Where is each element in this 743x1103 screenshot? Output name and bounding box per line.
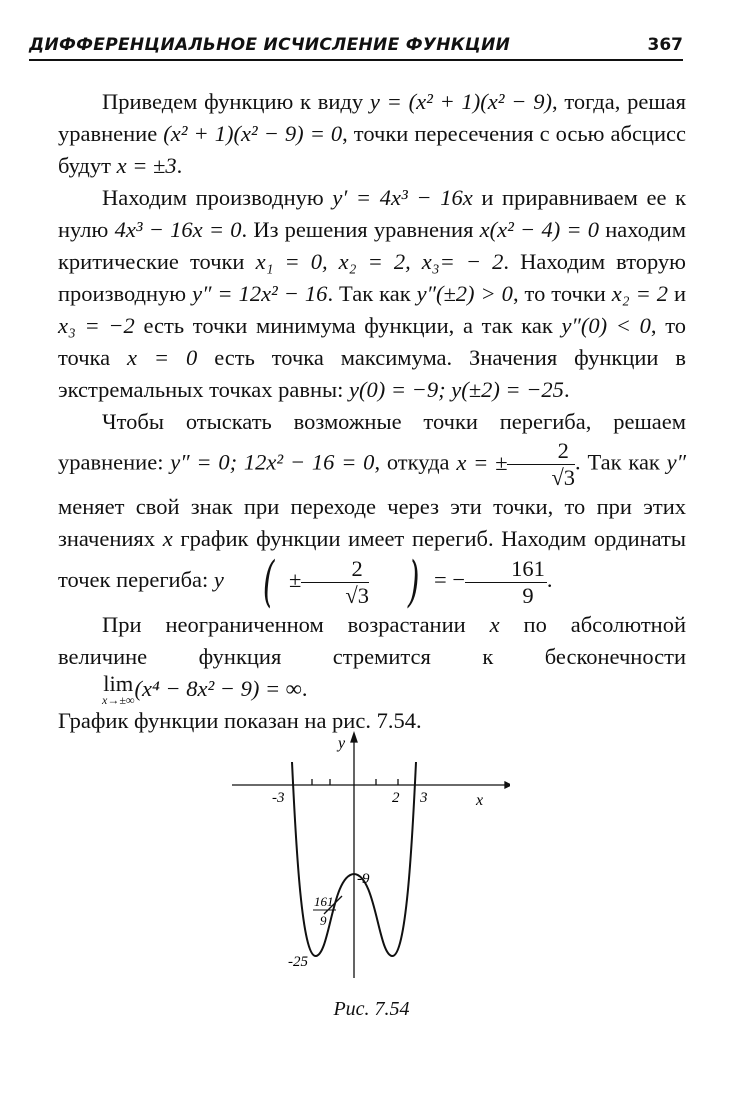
paragraph-4 [58, 609, 686, 705]
x-axis-arrow [505, 782, 510, 788]
paragraph-5: График функции показан на рис. 7.54. [58, 708, 422, 733]
text: по абсолютной величине функция стремится к бесконечности [58, 612, 687, 669]
y-axis-label: y [338, 735, 346, 752]
equation [58, 671, 302, 707]
equation [456, 438, 576, 490]
fraction-numerator: 2 [301, 556, 369, 583]
paren-left: ( [262, 550, 275, 613]
equation: x₁ = 0, x₂ = 2, x₃= − 2 [255, 249, 504, 274]
running-head: ДИФФЕРЕНЦИАЛЬНОЕ ИСЧИСЛЕНИЕ ФУНКЦИИ [29, 35, 511, 55]
limit [58, 673, 134, 705]
equation: y″ [666, 449, 687, 475]
function-graph [230, 728, 510, 1008]
equation: y = (x² + 1)(x² − 9) [369, 89, 552, 114]
limit-expression: (x⁴ − 8x² − 9) = ∞ [134, 676, 302, 701]
text: . [546, 567, 553, 593]
equation: x₂ = 2 [611, 281, 668, 306]
body-text [58, 86, 686, 737]
x-axis-label: x [476, 792, 484, 809]
text: находим критические точки [58, 217, 687, 274]
y-axis-arrow [351, 733, 357, 742]
fraction [465, 556, 547, 609]
equation: x = 0 [127, 345, 198, 370]
text: есть точка максимума. Значения функции в экстремальных точках равны: [58, 345, 687, 402]
paragraph-3 [58, 406, 687, 613]
fraction [301, 556, 369, 609]
text: . [301, 676, 308, 701]
text: . Так как [575, 449, 660, 475]
text: , то точки [512, 281, 606, 306]
text: , откуда [374, 449, 450, 475]
paragraph-2 [58, 182, 686, 406]
value-label-neg9: -9 [357, 871, 370, 887]
variable: x [162, 526, 173, 551]
equation-lhs: x = ± [456, 449, 508, 475]
limit-subscript: x→±∞ [102, 693, 135, 707]
equation: y′ = 4x³ − 16x [332, 185, 473, 210]
text: При неограниченном возрастании [102, 612, 466, 637]
value-label-9: 9 [320, 913, 327, 928]
text: , то точка [58, 313, 686, 370]
fraction-numerator: 161 [465, 556, 547, 583]
equation: x(x² − 4) = 0 [479, 217, 600, 242]
text: Находим производную [102, 185, 324, 210]
fraction [507, 438, 575, 491]
text: меняет свой знак при переходе через эти точки, то при этих значениях [58, 494, 686, 551]
text: Чтобы отыскать возможные точки перегиба, решаем уравнение: [58, 409, 686, 475]
text: и [673, 281, 687, 306]
figure-caption: Рис. 7.54 [333, 998, 410, 1020]
fraction-denominator: 9 [522, 582, 534, 608]
equation: y″ = 12x² − 16 [192, 281, 328, 306]
limit-word: lim [103, 671, 134, 696]
text: , тогда, решая уравнение [58, 89, 686, 146]
equals-minus: = − [434, 567, 466, 593]
paragraph-1 [58, 86, 686, 182]
tick-label-neg3: -3 [272, 790, 285, 806]
plus-minus: ± [289, 567, 302, 593]
page-number: 367 [647, 35, 683, 55]
equation: y″(0) < 0 [561, 313, 651, 338]
paren-right: ) [407, 550, 420, 613]
text: есть точки минимума функции, а так как [143, 313, 553, 338]
equation [213, 550, 547, 613]
text: . Так как [327, 281, 411, 306]
equation: y(0) = −9; y(±2) = −25 [349, 377, 564, 402]
equation: x₃ = −2 [58, 313, 135, 338]
function-symbol: y [213, 567, 224, 593]
page-header [29, 33, 683, 61]
fraction-denominator: √3 [345, 582, 369, 608]
equation: y″ = 0; 12x² − 16 = 0 [170, 449, 375, 475]
equation: (x² + 1)(x² − 9) = 0 [163, 121, 343, 146]
value-label-161: 161 [314, 894, 334, 909]
text: , точки пересечения с осью абсцисс будут [58, 121, 686, 178]
equation: x = ±3 [116, 153, 177, 178]
equation: y″(±2) > 0 [416, 281, 513, 306]
tick-label-2: 2 [392, 790, 400, 806]
text: . [176, 153, 183, 178]
tick-label-3: 3 [420, 790, 428, 806]
text: и приравниваем ее к нулю [58, 185, 687, 242]
value-label-neg25: -25 [288, 954, 308, 970]
text: . Из решения уравнения [241, 217, 474, 242]
text: график функции имеет перегиб. Находим ординаты точек перегиба: [58, 526, 687, 593]
fraction-numerator: 2 [507, 438, 575, 465]
fraction-denominator: √3 [551, 465, 576, 490]
text: . Находим вторую производную [58, 249, 686, 306]
variable: x [489, 612, 500, 637]
text: . [563, 377, 570, 402]
text: Приведем функцию к виду [102, 89, 364, 114]
equation: 4x³ − 16x = 0 [114, 217, 242, 242]
